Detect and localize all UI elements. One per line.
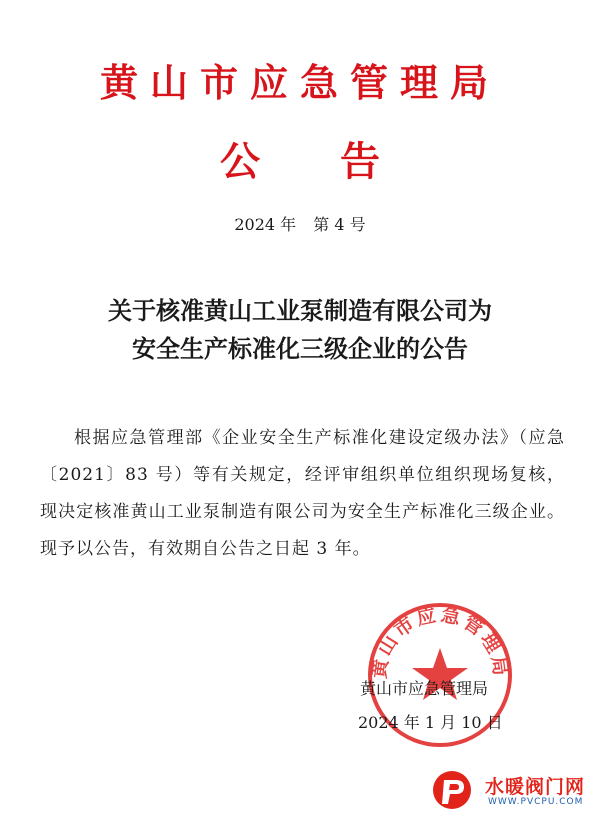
- title-line-1: 关于核准黄山工业泵制造有限公司为: [108, 296, 492, 325]
- watermark-url: WWW.PVCPU.COM: [488, 797, 584, 807]
- title-line-2: 安全生产标准化三级企业的公告: [132, 334, 468, 363]
- doc-year: 2024 年: [234, 215, 297, 234]
- doc-serial: 第 4 号: [313, 215, 366, 234]
- org-header-title: 黄山市应急管理局: [99, 60, 500, 105]
- announcement-title: [0, 292, 600, 368]
- doc-type-heading: 公告: [220, 138, 460, 185]
- signature-org: 黄山市应急管理局: [360, 679, 489, 698]
- body-paragraph: 根据应急管理部《企业安全生产标准化建设定级办法》（应急〔2021〕83 号）等有关规定，经评审组织单位组织现场复核，现决定核准黄山工业泵制造有限公司为安全生产标准化三级企业。现予以公告，有效期自公告之日起 3 年。: [40, 428, 565, 559]
- site-watermark: [430, 768, 600, 814]
- signature-block: [360, 672, 503, 740]
- watermark-site-name: 水暖阀门网: [485, 776, 586, 798]
- doc-number: [0, 212, 600, 235]
- seal-text: 黄山市应急管理局: [368, 603, 512, 680]
- watermark-logo-icon: [430, 768, 480, 812]
- signature-date: 2024 年 1 月 10 日: [358, 713, 503, 732]
